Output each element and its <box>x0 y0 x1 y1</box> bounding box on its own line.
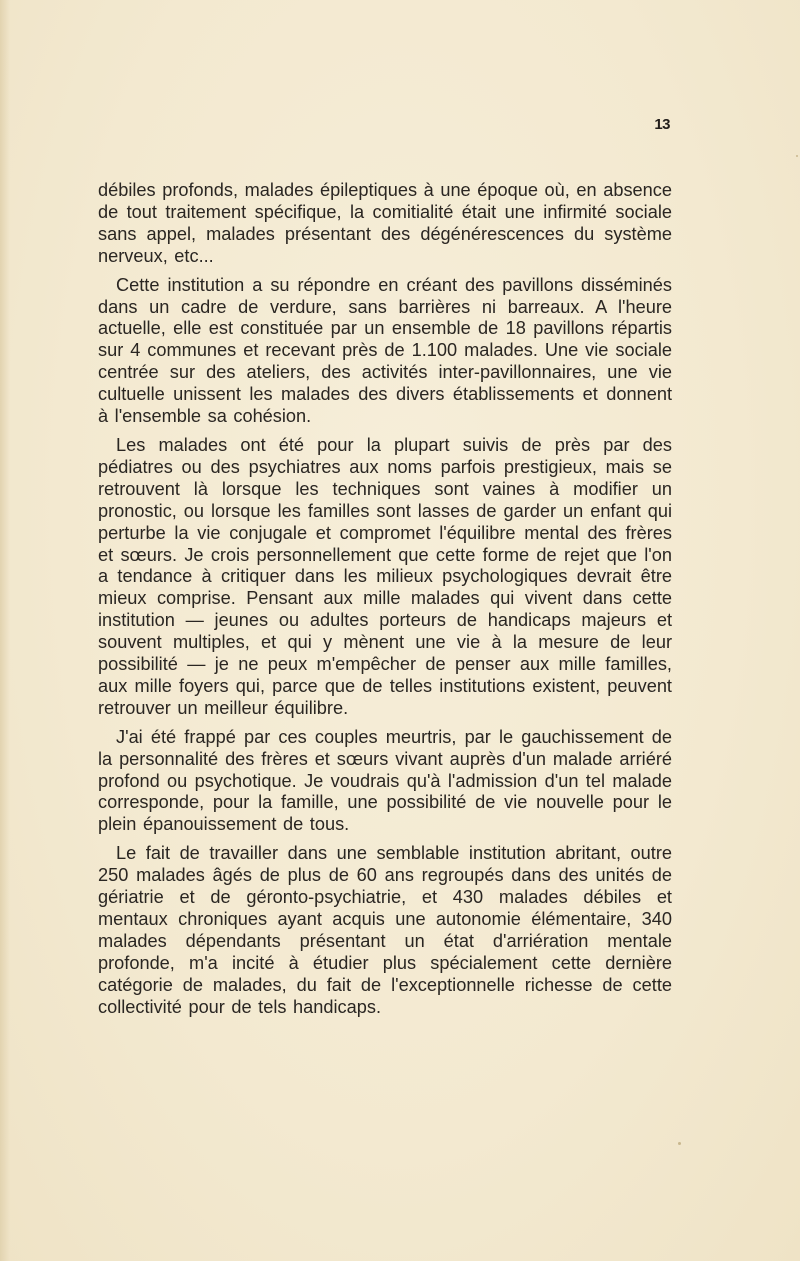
body-text <box>98 180 672 1026</box>
paragraph-4: J'ai été frappé par ces couples meurtris, par le gauchissement de la personnalité des frères et sœurs vivant auprès d'un malade arriéré profond ou psychotique. Je voudrais qu'à l'admission d'un tel malade corresponde, pour la famille, une possibilité de vie nouvelle pour le plein épanouissement de tous. <box>98 726 672 835</box>
paragraph-1: débiles profonds, malades épileptiques à une époque où, en absence de tout traitement spécifique, la comitialité était une infirmité sociale sans appel, malades présentant des dégénérescences du système nerveux, etc... <box>98 180 672 266</box>
paper-speck <box>796 155 798 157</box>
paragraph-3: Les malades ont été pour la plupart suivis de près par des pédiatres ou des psychiatres aux noms parfois prestigieux, mais se retrouvent là lorsque les techniques sont vaines à modifier un pronostic, ou lorsque les familles sont lasses de garder un enfant qui perturbe la vie conjugale et compromet l'équilibre mental des frères et sœurs. Je crois personnellement que cette forme de rejet que l'on a tendance à critiquer dans les milieux psychologiques devrait être mieux comprise. Pensant aux mille malades qui vivent dans cette institution — jeunes ou adultes porteurs de handicaps majeurs et souvent multiples, et qui y mènent une vie à la mesure de leur possibilité — je ne peux m'empêcher de penser aux mille familles, aux mille foyers qui, parce que de telles institutions existent, peuvent retrouver un meilleur équilibre. <box>98 434 672 718</box>
paragraph-2: Cette institution a su répondre en créant des pavillons disséminés dans un cadre de verdure, sans barrières ni barreaux. A l'heure actuelle, elle est constituée par un ensemble de 18 pavillons répartis sur 4 communes et recevant près de 1.100 malades. Une vie sociale centrée sur des ateliers, des activités inter-pavillonnaires, une vie cultuelle unissent les malades des divers établissements et donnent à l'ensemble sa cohésion. <box>98 274 672 427</box>
page-number: 13 <box>654 116 670 133</box>
paragraph-5: Le fait de travailler dans une semblable institution abritant, outre 250 malades âgés de plus de 60 ans regroupés dans des unités de gériatrie et de géronto-psychiatrie, et 430 malades débiles et mentaux chroniques ayant acquis une autonomie élémentaire, 340 malades dépendants présentant un état d'arriération mentale profonde, m'a incité à étudier plus spécialement cette dernière catégorie de malades, du fait de l'exceptionnelle richesse de cette collectivité pour de tels handicaps. <box>98 843 672 1017</box>
paper-speck <box>678 1142 681 1145</box>
